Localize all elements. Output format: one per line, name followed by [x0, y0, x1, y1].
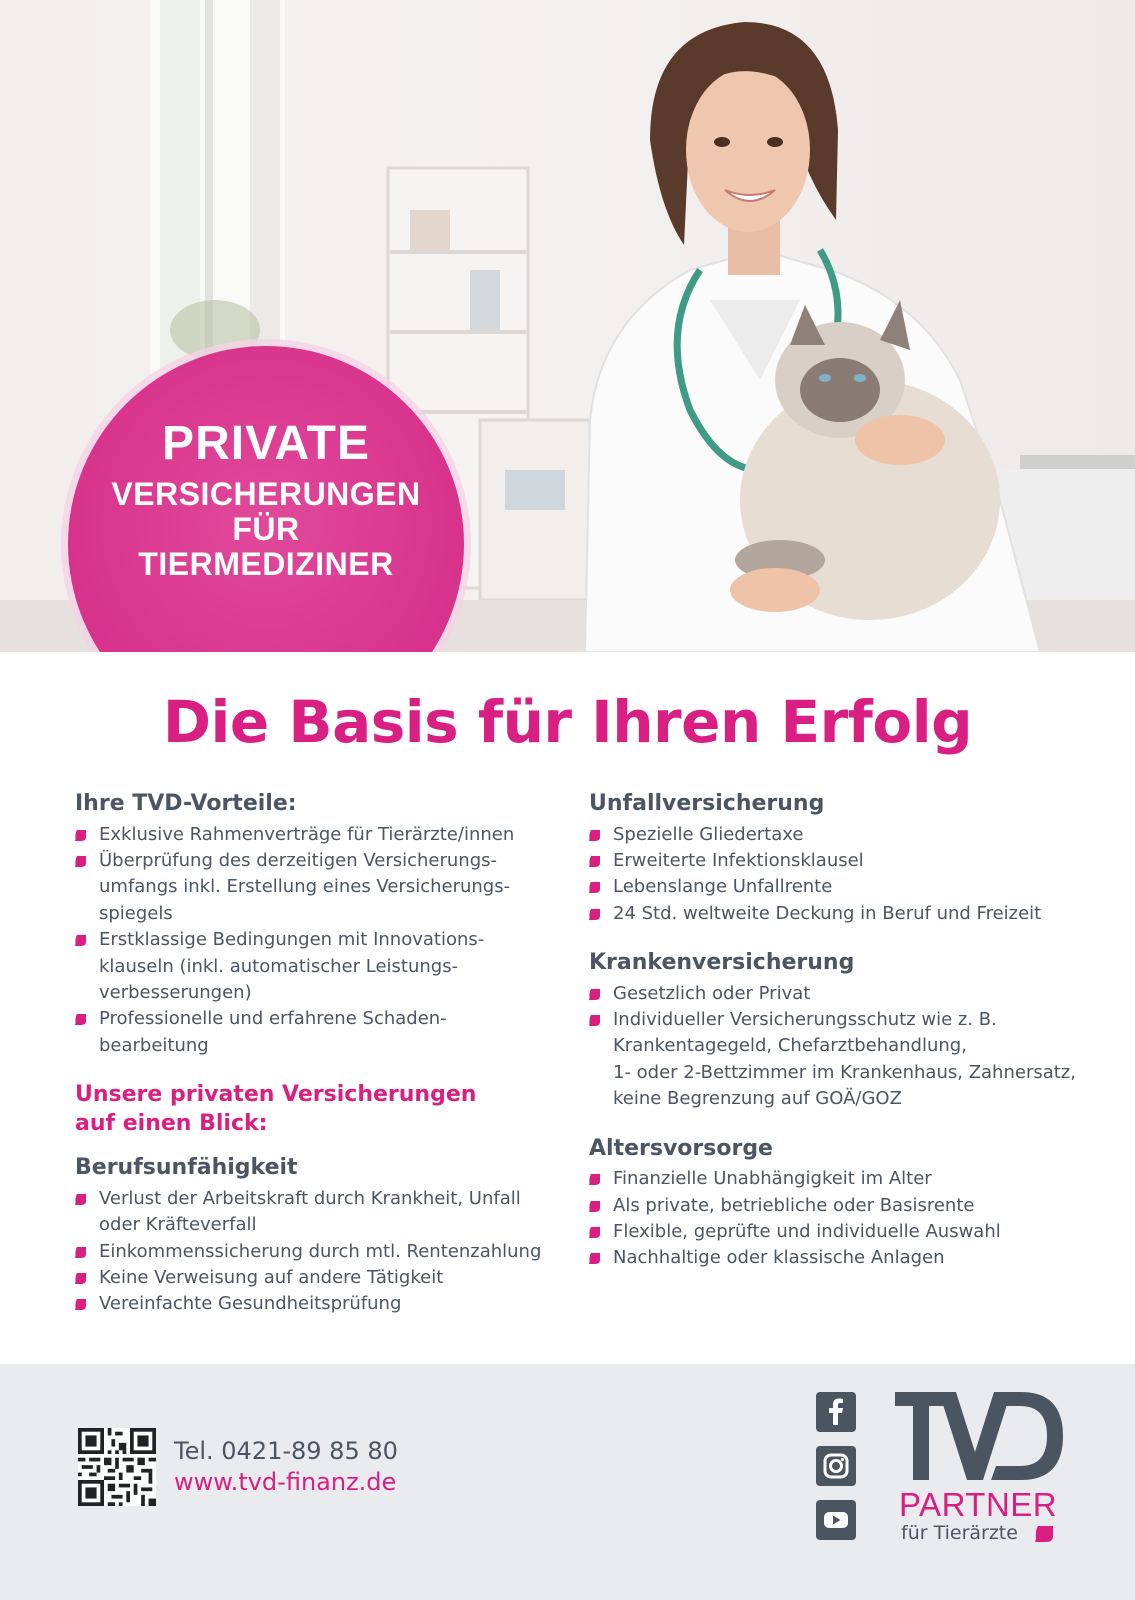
bullet-icon: [589, 856, 600, 867]
bullet-icon: [589, 989, 600, 1000]
badge-line-tiermediziner: TIERMEDIZINER: [138, 546, 394, 583]
logo-partner-text: PARTNER: [899, 1486, 1058, 1523]
list-item: [75, 822, 565, 848]
alter-heading: Altersvorsorge: [589, 1135, 773, 1161]
list-item: [589, 981, 1089, 1007]
bullet-icon: [589, 1227, 600, 1238]
kranken-heading: Krankenversicherung: [589, 950, 855, 976]
list-item: [589, 1166, 1089, 1192]
list-item-line: Finanzielle Unabhängigkeit im Alter: [613, 1168, 932, 1190]
list-item-line: Flexible, geprüfte und individuelle Auswahl: [613, 1220, 1001, 1242]
section-overview: [75, 1081, 565, 1138]
advantages-heading: Ihre TVD-Vorteile:: [75, 791, 297, 816]
list-item: [589, 848, 1089, 874]
list-item: [589, 1007, 1089, 1113]
list-item: [589, 1245, 1089, 1271]
facebook-icon[interactable]: [816, 1392, 856, 1432]
list-item: [75, 1239, 565, 1265]
list-item: [75, 1265, 565, 1291]
list-item-line: Als private, betriebliche oder Basisrente: [613, 1194, 975, 1216]
bullet-icon: [75, 1194, 86, 1205]
bullet-icon: [589, 1015, 600, 1026]
qr-code-icon[interactable]: [78, 1428, 156, 1506]
logo-letters-text: TVD: [895, 1390, 898, 1391]
list-item-line: umfangs inkl. Erstellung eines Versicherungs-: [99, 876, 511, 898]
bullet-icon: [75, 856, 86, 867]
list-item-line: Erweiterte Infektionsklausel: [613, 849, 864, 871]
logo-subtitle: für Tierärzte: [901, 1522, 1018, 1544]
bullet-icon: [589, 1201, 600, 1212]
section-advantages: [75, 790, 565, 1059]
list-item: [75, 927, 565, 1006]
bullet-icon: [589, 1174, 600, 1185]
bullet-icon: [589, 830, 600, 841]
section-alter: [589, 1135, 1089, 1272]
list-item: [589, 822, 1089, 848]
unfall-heading: Unfallversicherung: [589, 791, 825, 816]
list-item: [589, 901, 1089, 927]
list-item-line: Überprüfung des derzeitigen Versicherungs-: [99, 849, 497, 871]
right-column: [589, 790, 1089, 1294]
badge-line-fuer: FÜR: [232, 510, 300, 547]
list-item-line: 1- oder 2-Bettzimmer im Krankenhaus, Zahnersatz,: [613, 1061, 1076, 1083]
list-item: [589, 1219, 1089, 1245]
bullet-icon: [75, 1299, 86, 1310]
bullet-icon: [75, 935, 86, 946]
alter-list: [589, 1166, 1089, 1272]
list-item-line: klauseln (inkl. automatischer Leistungs-: [99, 955, 459, 977]
section-berufsunfaehigkeit: [75, 1154, 565, 1318]
bullet-icon: [75, 830, 86, 841]
bullet-icon: [589, 1253, 600, 1264]
youtube-icon[interactable]: [816, 1500, 856, 1540]
logo-pink-mark-icon: [1035, 1526, 1053, 1542]
left-column: [75, 790, 565, 1340]
instagram-icon[interactable]: [816, 1446, 856, 1486]
list-item: [589, 1193, 1089, 1219]
list-item: [75, 1291, 565, 1317]
contact-info: [174, 1436, 398, 1498]
list-item-line: Professionelle und erfahrene Schaden-: [99, 1008, 447, 1030]
list-item-line: 24 Std. weltweite Deckung in Beruf und Freizeit: [613, 902, 1042, 924]
list-item-line: Exklusive Rahmenverträge für Tierärzte/innen: [99, 823, 515, 845]
list-item: [589, 874, 1089, 900]
bullet-icon: [75, 1247, 86, 1258]
list-item-line: Gesetzlich oder Privat: [613, 982, 811, 1004]
bullet-icon: [75, 1273, 86, 1284]
page-title: Die Basis für Ihren Erfolg: [162, 688, 973, 756]
badge-line-versicherungen: VERSICHERUNGEN: [111, 475, 421, 512]
list-item: [75, 1186, 565, 1239]
list-item-line: Erstklassige Bedingungen mit Innovations-: [99, 929, 485, 951]
list-item-line: Spezielle Gliedertaxe: [613, 823, 804, 845]
hero-photo: [0, 0, 1135, 652]
website-link[interactable]: www.tvd-finanz.de: [174, 1468, 397, 1496]
bullet-icon: [75, 1014, 86, 1025]
list-item: [75, 848, 565, 927]
list-item-line: Individueller Versicherungsschutz wie z. B.: [613, 1009, 997, 1031]
list-item-line: Vereinfachte Gesundheitsprüfung: [99, 1293, 402, 1315]
advantages-list: [75, 822, 565, 1060]
tvd-partner-logo: [895, 1390, 1065, 1544]
kranken-list: [589, 981, 1089, 1113]
phone-number[interactable]: Tel. 0421-89 85 80: [174, 1437, 398, 1465]
bullet-icon: [589, 909, 600, 920]
list-item: [75, 1006, 565, 1059]
list-item-line: oder Kräfteverfall: [99, 1214, 257, 1236]
section-unfall: [589, 790, 1089, 927]
badge-line-private: PRIVATE: [162, 417, 370, 470]
list-item-line: Krankentagegeld, Chefarztbehandlung,: [613, 1035, 967, 1057]
bu-heading: Berufsunfähigkeit: [75, 1155, 298, 1181]
list-item-line: Einkommenssicherung durch mtl. Rentenzahlung: [99, 1240, 542, 1262]
section-kranken: [589, 949, 1089, 1113]
list-item-line: Keine Verweisung auf andere Tätigkeit: [99, 1267, 444, 1289]
overview-heading-line-2: auf einen Blick:: [75, 1110, 268, 1136]
list-item-line: spiegels: [99, 902, 173, 924]
bullet-icon: [589, 882, 600, 893]
bu-list: [75, 1186, 565, 1318]
list-item-line: bearbeitung: [99, 1034, 209, 1056]
list-item-line: Verlust der Arbeitskraft durch Krankheit, Unfall: [99, 1187, 521, 1209]
unfall-list: [589, 822, 1089, 928]
overview-heading-line-1: Unsere privaten Versicherungen: [75, 1082, 477, 1108]
list-item-line: Lebenslange Unfallrente: [613, 876, 833, 898]
list-item-line: verbesserungen): [99, 981, 252, 1003]
list-item-line: Nachhaltige oder klassische Anlagen: [613, 1247, 945, 1269]
footer: [0, 1364, 1135, 1600]
list-item-line: keine Begrenzung auf GOÄ/GOZ: [613, 1088, 902, 1110]
tvd-logo-letters: [895, 1390, 1065, 1482]
